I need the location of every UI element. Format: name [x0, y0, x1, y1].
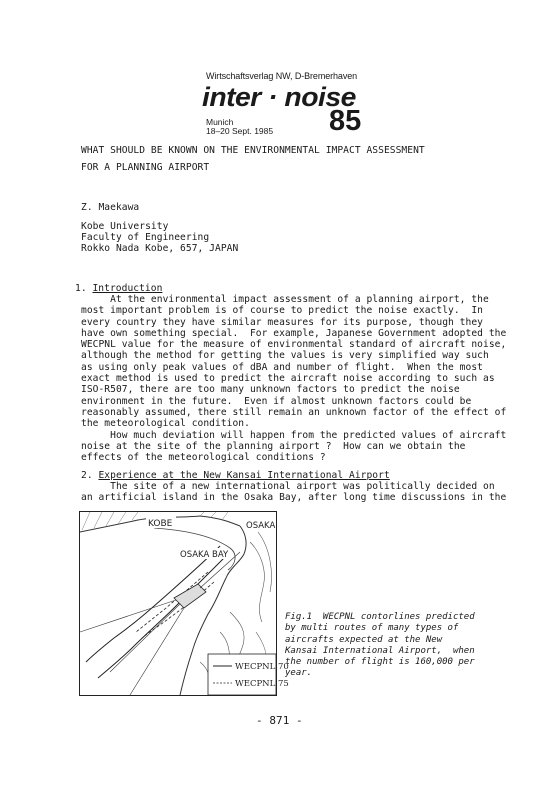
section-2-heading — [81, 470, 390, 481]
conference-year: 85 — [329, 105, 362, 137]
section-1-number: 1. — [75, 283, 93, 294]
publisher-line: Wirtschaftsverlag NW, D-Bremerhaven — [206, 71, 358, 81]
body-line: How much deviation will happen from the predicted values of aircraft — [81, 429, 507, 441]
body-line: noise at the site of the planning airport ? How can we obtain the — [81, 440, 466, 452]
body-line: ISO-R507, there are too many unknown factors to predict the noise — [81, 384, 460, 396]
affiliation-line-1: Kobe University — [81, 221, 169, 232]
body-line: The site of a new international airport was politically decided on — [81, 481, 495, 492]
legend-label-75: WECPNL 75 — [235, 679, 289, 689]
body-line: as using only peak values of dBA and number of flight. When the most — [81, 361, 483, 373]
figure-1-map — [79, 511, 289, 696]
airport-island — [174, 584, 206, 608]
paper-title-line-2: FOR A PLANNING AIRPORT — [81, 162, 210, 173]
caption-line: Kansai International Airport, when — [285, 645, 475, 656]
body-line: although the method for getting the values is very simplified way such — [81, 350, 489, 362]
conference-dates: 18–20 Sept. 1985 — [206, 126, 274, 136]
body-line: an artificial island in the Osaka Bay, after long time discussions in the — [81, 492, 507, 504]
section-1-body — [81, 294, 506, 463]
body-line: WECPNL value for the measure of environmental standard of aircraft noise, — [81, 339, 507, 351]
caption-line: aircrafts expected at the New — [285, 634, 443, 645]
page-number: - 871 - — [256, 714, 303, 727]
osaka-bay-label: OSAKA BAY — [180, 550, 229, 560]
figure-1-caption — [285, 612, 475, 680]
body-line: effects of the meteorological conditions ? — [81, 452, 326, 464]
caption-line: the number of flight is 160,000 per — [285, 657, 475, 668]
section-2-number: 2. — [81, 470, 99, 481]
body-line: most important problem is of course to predict the noise exactly. In — [81, 305, 483, 317]
body-line: the meteorological condition. — [81, 418, 250, 430]
section-1-heading — [75, 283, 162, 294]
legend-label-70: WECPNL 70 — [235, 662, 289, 672]
body-line: At the environmental impact assessment of a planning airport, the — [81, 294, 489, 305]
contour-75-north — [136, 572, 208, 632]
author-name: Z. Maekawa — [81, 202, 140, 213]
paper-title-line-1: WHAT SHOULD BE KNOWN ON THE ENVIRONMENTAL IMPACT ASSESSMENT — [81, 145, 425, 156]
conference-logo: inter · noise — [202, 82, 356, 112]
body-line: every country they have similar measures for its purpose, though they — [81, 316, 483, 328]
section-1-title: Introduction — [92, 283, 163, 294]
contour-map-drawing — [80, 512, 289, 695]
body-line: exact method is used to predict the aircraft noise according to such as — [81, 373, 495, 385]
conference-city: Munich — [206, 117, 234, 127]
body-line: reasonably assumed, there still remain an unknown factor of the effect of — [81, 406, 507, 418]
osaka-label: OSAKA — [246, 521, 276, 531]
kobe-label: KOBE — [148, 519, 173, 529]
caption-line: Fig.1 WECPNL contorlines predicted — [285, 612, 475, 622]
body-line: have own something special. For example, Japanese Government adopted the — [81, 327, 507, 339]
contour-70-north — [86, 546, 220, 662]
section-2-body — [81, 481, 506, 504]
section-2-title: Experience at the New Kansai International Airport — [98, 470, 390, 481]
caption-line: year. — [285, 668, 313, 679]
body-line: environment in the future. Even if almost unknown factors could be — [81, 395, 472, 407]
affiliation-line-2: Faculty of Engineering — [81, 232, 210, 243]
caption-line: by multi routes of many types of — [285, 623, 459, 634]
affiliation-line-3: Rokko Nada Kobe, 657, JAPAN — [81, 243, 239, 254]
